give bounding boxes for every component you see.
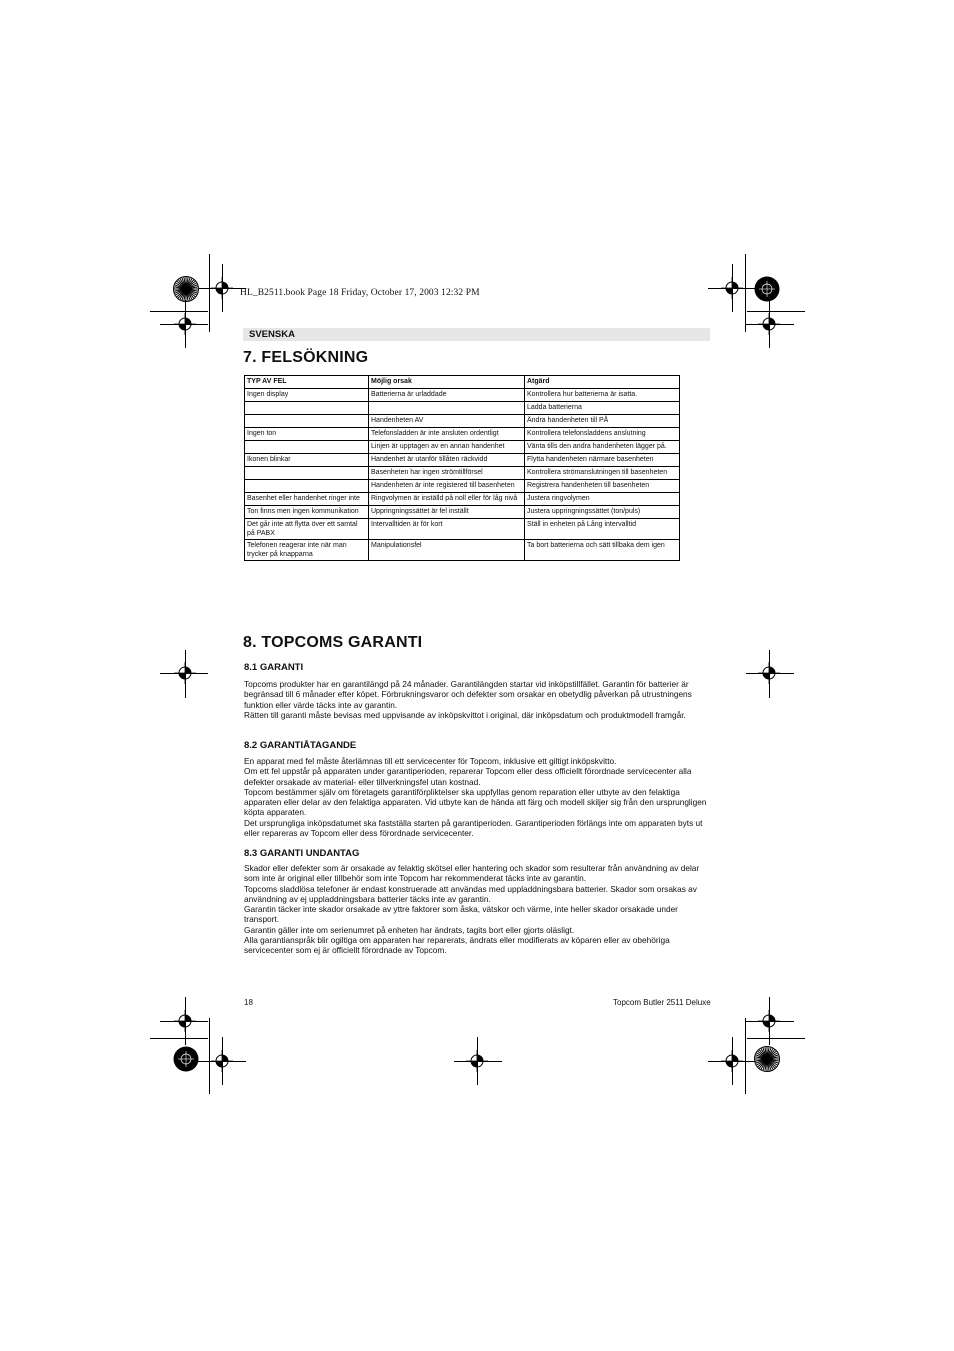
table-cell: Linjen är upptagen av en annan handenhet <box>369 441 525 454</box>
crosshair-registration-icon <box>173 1046 199 1072</box>
column-header: TYP AV FEL <box>245 376 369 389</box>
table-row <box>245 540 680 561</box>
crosshair-registration-icon <box>721 277 743 299</box>
section-title-troubleshooting: 7. FELSÖKNING <box>243 349 369 366</box>
footer-product-name: Topcom Butler 2511 Deluxe <box>613 998 711 1007</box>
table-row <box>245 402 680 415</box>
table-cell: Registrera handenheten till basenheten <box>525 480 680 493</box>
table-cell <box>245 415 369 428</box>
paragraph: Topcom bestämmer själv om företagets garantiförpliktelser ska uppfyllas genom reparation eller utbyte av den felaktiga apparaten eller delar av den felaktiga apparaten. Vid utbyte kan de hända att färg och modell skiljer sig från den ursprungligen köpta apparaten. <box>244 786 707 818</box>
page-number: 18 <box>244 998 253 1007</box>
crosshair-registration-icon <box>174 662 196 684</box>
table-cell: Kontrollera hur batterierna är isatta. <box>525 389 680 402</box>
table-cell: Telefonsladden är inte ansluten ordentligt <box>369 428 525 441</box>
crop-line <box>209 254 210 332</box>
commitment-body <box>244 756 710 838</box>
table-cell: Basenheten har ingen strömtillförsel <box>369 467 525 480</box>
table-cell: Flytta handenheten närmare basenheten <box>525 454 680 467</box>
table-cell: Ikonen blinkar <box>245 454 369 467</box>
table-row <box>245 519 680 540</box>
crosshair-registration-icon <box>174 1010 196 1032</box>
column-header: Möjlig orsak <box>369 376 525 389</box>
table-cell: Justera ringvolymen <box>525 493 680 506</box>
crosshair-registration-icon <box>758 313 780 335</box>
table-cell: Ställ in enheten på Lång intervalltid <box>525 519 680 540</box>
table-cell <box>369 402 525 415</box>
crosshair-registration-icon <box>211 1050 233 1072</box>
crosshair-registration-icon <box>754 276 780 302</box>
table-header-row <box>245 376 680 389</box>
table-row <box>245 467 680 480</box>
crop-line <box>747 1038 805 1039</box>
paragraph: Skador eller defekter som är orsakade av felaktig skötsel eller hantering och skador som resulterar från användning av delar som inte är original eller tillbehör som inte Topcom har rekommenderat täcks inte av garantin. <box>244 863 700 884</box>
paragraph: Det ursprungliga inköpsdatumet ska fastställa starten på garantiperioden. Garantiperioden förlängs inte om apparaten byts ut eller repareras av Topcom eller dess förordnade servicecenter. <box>244 817 703 839</box>
table-cell: Intervalltiden är för kort <box>369 519 525 540</box>
paragraph: En apparat med fel måste återlämnas till ett servicecenter för Topcom, inklusive ett giltigt inköpskvitto. <box>244 756 617 766</box>
table-row <box>245 454 680 467</box>
crop-line <box>745 1018 746 1094</box>
table-cell: Justera uppringningssättet (ton/puls) <box>525 506 680 519</box>
crop-line <box>747 311 805 312</box>
language-bar <box>243 328 710 341</box>
paragraph: Om ett fel uppstår på apparaten under garantiperioden, reparerar Topcom eller dess officiellt förordnade servicecenter alla defekter orsakade av material- eller tillverkningsfel utan kostnad. <box>244 766 692 787</box>
crop-line <box>745 254 746 332</box>
crop-line <box>150 1038 208 1039</box>
table-row <box>245 389 680 402</box>
table-cell <box>245 441 369 454</box>
table-row <box>245 506 680 519</box>
table-row <box>245 428 680 441</box>
table-cell: Ingen display <box>245 389 369 402</box>
crop-line <box>150 311 208 312</box>
table-cell: Kontrollera telefonsladdens anslutning <box>525 428 680 441</box>
table-row <box>245 493 680 506</box>
table-cell: Ringvolymen är inställd på noll eller för låg nivå <box>369 493 525 506</box>
paragraph: Alla garantianspråk blir ogiltiga om apparaten har reparerats, ändrats eller modifierats av köparen eller av obehöriga servicecenter som ej är officiellt förordnade av Topcom. <box>244 935 670 956</box>
table-cell: Ingen ton <box>245 428 369 441</box>
crosshair-registration-icon <box>721 1050 743 1072</box>
starburst-registration-icon <box>173 276 199 302</box>
exceptions-body <box>244 863 710 956</box>
table-row <box>245 441 680 454</box>
paragraph: Garantin täcker inte skador orsakade av yttre faktorer som åska, vätskor och värme, inte heller skador orsakade under transport. <box>244 904 678 925</box>
table-cell: Handenheten är inte registered till basenheten <box>369 480 525 493</box>
troubleshooting-table <box>244 375 680 561</box>
table-cell: Basenhet eller handenhet ringer inte <box>245 493 369 506</box>
table-cell: Kontrollera strömanslutningen till basenheten <box>525 467 680 480</box>
subsection-heading-exceptions: 8.3 GARANTI UNDANTAG <box>244 848 360 859</box>
subsection-heading-commitment: 8.2 GARANTIÅTAGANDE <box>244 740 357 751</box>
book-file-header: HL_B2511.book Page 18 Friday, October 17, 2003 12:32 PM <box>240 288 480 298</box>
paragraph: Rätten till garanti måste bevisas med uppvisande av inköpskvittot i original, där inköpsdatum och produktmodell framgår. <box>244 709 686 720</box>
table-cell: Ta bort batterierna och sätt tillbaka dem igen <box>525 540 680 561</box>
paragraph: Garantin gäller inte om serienumret på enheten har ändrats, tagits bort eller gjorts oläsligt. <box>244 924 575 935</box>
crosshair-registration-icon <box>174 313 196 335</box>
crosshair-registration-icon <box>758 1010 780 1032</box>
table-cell: Det går inte att flytta över ett samtal på PABX <box>245 519 369 540</box>
warranty-body <box>244 679 710 720</box>
table-cell <box>245 467 369 480</box>
crosshair-registration-icon <box>211 277 233 299</box>
table-cell: Manipulationsfel <box>369 540 525 561</box>
starburst-registration-icon <box>754 1046 780 1072</box>
crosshair-registration-icon <box>758 662 780 684</box>
paragraph: Topcoms sladdlösa telefoner är endast konstruerade att användas med uppladdningsbara batterier. Skador som orsakas av användning av ej uppladdningsbara batterier täcks inte av garantin. <box>244 883 697 904</box>
crop-line <box>209 1018 210 1094</box>
crosshair-registration-icon <box>466 1050 488 1072</box>
table-cell: Batterierna är urladdade <box>369 389 525 402</box>
table-row <box>245 480 680 493</box>
section-title-warranty: 8. TOPCOMS GARANTI <box>243 634 423 651</box>
paragraph: Topcoms produkter har en garantilängd på 24 månader. Garantilängden startar vid inköpstillfället. Garantin för batterier är begränsad till 6 månader efter köpet. Förbrukningsvaror och defekter som orsakar en obetydlig påverkan på utrustningens funktion eller värde täcks inte av garantin. <box>244 679 692 710</box>
language-label: SVENSKA <box>249 329 295 340</box>
table-cell: Ton finns men ingen kommunikation <box>245 506 369 519</box>
table-cell <box>245 480 369 493</box>
table-cell: Uppringningssättet är fel inställt <box>369 506 525 519</box>
table-cell <box>245 402 369 415</box>
table-cell: Ladda batterierna <box>525 402 680 415</box>
table-cell: Handenhet är utanför tillåten räckvidd <box>369 454 525 467</box>
table-row <box>245 415 680 428</box>
subsection-heading-warranty: 8.1 GARANTI <box>244 662 304 673</box>
table-cell: Ändra handenheten till PÅ <box>525 415 680 428</box>
table-cell: Handenheten AV <box>369 415 525 428</box>
table-cell: Vänta tills den andra handenheten lägger på. <box>525 441 680 454</box>
column-header: Atgärd <box>525 376 680 389</box>
table-cell: Telefonen reagerar inte när man trycker på knapparna <box>245 540 369 561</box>
